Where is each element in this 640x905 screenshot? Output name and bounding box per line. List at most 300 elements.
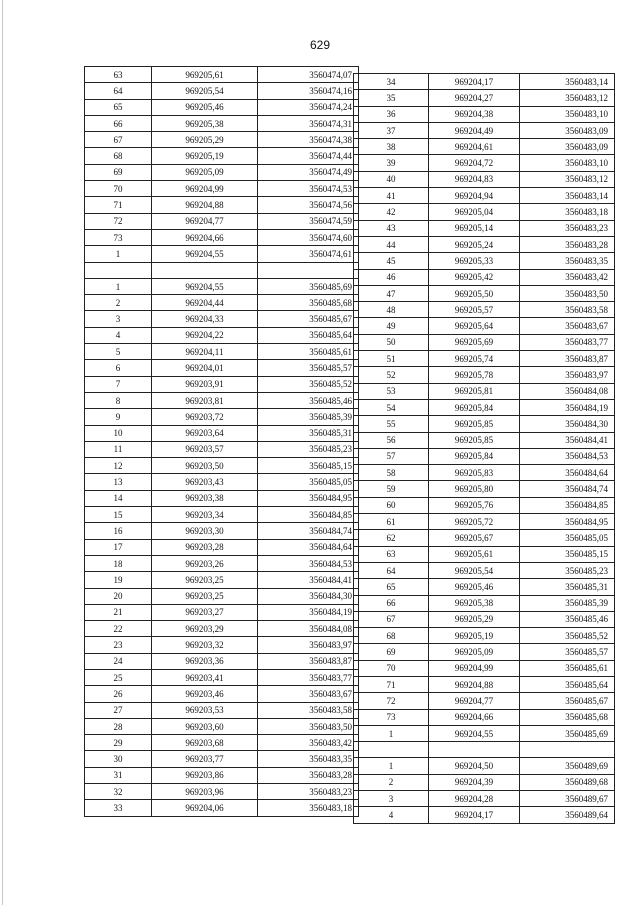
x-coordinate-cell	[429, 742, 520, 758]
table-row	[354, 448, 615, 464]
x-coordinate-cell: 969203,86	[152, 767, 258, 783]
table-row	[354, 220, 615, 236]
point-number-cell: 36	[354, 106, 429, 122]
y-coordinate-cell: 3560484,19	[258, 604, 359, 620]
x-coordinate-cell: 969205,38	[152, 115, 258, 131]
y-coordinate-cell: 3560483,77	[520, 334, 615, 350]
x-coordinate-cell: 969204,17	[429, 74, 520, 90]
scan-edge-line	[2, 0, 3, 905]
point-number-cell: 3	[354, 791, 429, 807]
x-coordinate-cell: 969204,39	[429, 774, 520, 790]
x-coordinate-cell: 969205,80	[429, 481, 520, 497]
x-coordinate-cell: 969205,83	[429, 465, 520, 481]
x-coordinate-cell: 969203,28	[152, 539, 258, 555]
point-number-cell: 13	[85, 474, 152, 490]
x-coordinate-cell: 969205,24	[429, 236, 520, 252]
y-coordinate-cell: 3560484,53	[520, 448, 615, 464]
table-row	[85, 718, 359, 734]
y-coordinate-cell: 3560485,67	[258, 311, 359, 327]
y-coordinate-cell: 3560485,68	[520, 709, 615, 725]
point-number-cell: 32	[85, 784, 152, 800]
y-coordinate-cell: 3560484,74	[258, 523, 359, 539]
table-row	[85, 653, 359, 669]
y-coordinate-cell: 3560484,85	[520, 497, 615, 513]
table-row	[354, 318, 615, 334]
table-row	[85, 621, 359, 637]
table-row	[85, 441, 359, 457]
x-coordinate-cell: 969205,84	[429, 448, 520, 464]
x-coordinate-cell: 969205,19	[152, 148, 258, 164]
point-number-cell: 67	[85, 132, 152, 148]
y-coordinate-cell: 3560483,12	[520, 171, 615, 187]
x-coordinate-cell: 969203,25	[152, 588, 258, 604]
point-number-cell: 67	[354, 611, 429, 627]
y-coordinate-cell: 3560485,52	[258, 376, 359, 392]
table-row	[85, 327, 359, 343]
table-row	[85, 409, 359, 425]
y-coordinate-cell: 3560483,23	[258, 784, 359, 800]
x-coordinate-cell: 969205,54	[429, 562, 520, 578]
table-row	[354, 481, 615, 497]
point-number-cell: 68	[85, 148, 152, 164]
table-row	[354, 595, 615, 611]
x-coordinate-cell: 969203,30	[152, 523, 258, 539]
table-row	[85, 148, 359, 164]
point-number-cell: 14	[85, 490, 152, 506]
x-coordinate-cell: 969204,11	[152, 344, 258, 360]
y-coordinate-cell: 3560484,95	[258, 490, 359, 506]
table-row	[85, 360, 359, 376]
point-number-cell: 62	[354, 530, 429, 546]
y-coordinate-cell: 3560483,10	[520, 155, 615, 171]
point-number-cell: 20	[85, 588, 152, 604]
point-number-cell: 17	[85, 539, 152, 555]
point-number-cell: 69	[354, 644, 429, 660]
y-coordinate-cell: 3560483,28	[520, 236, 615, 252]
table-row	[354, 432, 615, 448]
x-coordinate-cell: 969203,25	[152, 572, 258, 588]
x-coordinate-cell: 969204,38	[429, 106, 520, 122]
point-number-cell	[354, 742, 429, 758]
table-row	[354, 236, 615, 252]
table-row	[354, 628, 615, 644]
point-number-cell: 58	[354, 465, 429, 481]
point-number-cell: 2	[85, 295, 152, 311]
point-number-cell: 38	[354, 139, 429, 155]
y-coordinate-cell: 3560485,05	[258, 474, 359, 490]
x-coordinate-cell: 969203,34	[152, 507, 258, 523]
y-coordinate-cell: 3560484,64	[520, 465, 615, 481]
y-coordinate-cell: 3560474,07	[258, 67, 359, 83]
point-number-cell: 3	[85, 311, 152, 327]
point-number-cell: 71	[354, 676, 429, 692]
y-coordinate-cell: 3560484,95	[520, 514, 615, 530]
point-number-cell: 8	[85, 392, 152, 408]
y-coordinate-cell: 3560474,59	[258, 213, 359, 229]
y-coordinate-cell: 3560483,97	[520, 367, 615, 383]
x-coordinate-cell: 969205,46	[152, 99, 258, 115]
point-number-cell: 65	[354, 579, 429, 595]
point-number-cell: 34	[354, 74, 429, 90]
x-coordinate-cell: 969205,69	[429, 334, 520, 350]
x-coordinate-cell: 969204,28	[429, 791, 520, 807]
y-coordinate-cell: 3560485,52	[520, 628, 615, 644]
y-coordinate-cell: 3560489,67	[520, 791, 615, 807]
x-coordinate-cell: 969205,74	[429, 351, 520, 367]
x-coordinate-cell: 969204,94	[429, 188, 520, 204]
point-number-cell: 72	[85, 213, 152, 229]
table-row	[354, 139, 615, 155]
y-coordinate-cell: 3560489,69	[520, 758, 615, 774]
x-coordinate-cell: 969204,55	[152, 246, 258, 262]
point-number-cell: 30	[85, 751, 152, 767]
x-coordinate-cell: 969204,99	[429, 660, 520, 676]
coordinates-table-left	[84, 66, 359, 817]
table-row	[354, 90, 615, 106]
x-coordinate-cell: 969205,76	[429, 497, 520, 513]
table-row	[354, 579, 615, 595]
table-row	[85, 132, 359, 148]
table-row	[85, 555, 359, 571]
y-coordinate-cell: 3560483,10	[520, 106, 615, 122]
table-row	[85, 213, 359, 229]
point-number-cell: 63	[85, 67, 152, 83]
table-row	[354, 74, 615, 90]
point-number-cell: 45	[354, 253, 429, 269]
x-coordinate-cell: 969205,50	[429, 285, 520, 301]
x-coordinate-cell: 969204,77	[429, 693, 520, 709]
table-row	[354, 758, 615, 774]
point-number-cell: 7	[85, 376, 152, 392]
x-coordinate-cell: 969204,55	[152, 278, 258, 294]
y-coordinate-cell: 3560474,44	[258, 148, 359, 164]
point-number-cell: 57	[354, 448, 429, 464]
point-number-cell: 16	[85, 523, 152, 539]
x-coordinate-cell: 969204,22	[152, 327, 258, 343]
table-row	[85, 507, 359, 523]
table-row	[354, 416, 615, 432]
table-row	[354, 367, 615, 383]
table-row	[354, 302, 615, 318]
point-number-cell: 72	[354, 693, 429, 709]
y-coordinate-cell: 3560484,41	[520, 432, 615, 448]
point-number-cell: 68	[354, 628, 429, 644]
y-coordinate-cell	[258, 262, 359, 278]
point-number-cell: 27	[85, 702, 152, 718]
point-number-cell: 73	[354, 709, 429, 725]
table-row	[354, 106, 615, 122]
x-coordinate-cell: 969205,04	[429, 204, 520, 220]
table-row	[354, 807, 615, 823]
table-row	[85, 181, 359, 197]
y-coordinate-cell: 3560483,09	[520, 139, 615, 155]
table-row	[354, 122, 615, 138]
y-coordinate-cell: 3560483,67	[520, 318, 615, 334]
table-row	[85, 800, 359, 816]
point-number-cell: 69	[85, 164, 152, 180]
table-row	[85, 295, 359, 311]
x-coordinate-cell: 969203,46	[152, 686, 258, 702]
y-coordinate-cell: 3560483,77	[258, 669, 359, 685]
table-row	[354, 546, 615, 562]
point-number-cell: 23	[85, 637, 152, 653]
point-number-cell: 1	[354, 725, 429, 741]
table-row	[354, 791, 615, 807]
table-row	[354, 562, 615, 578]
point-number-cell: 61	[354, 514, 429, 530]
y-coordinate-cell: 3560483,50	[258, 718, 359, 734]
x-coordinate-cell: 969203,32	[152, 637, 258, 653]
y-coordinate-cell: 3560485,15	[258, 458, 359, 474]
point-number-cell: 52	[354, 367, 429, 383]
x-coordinate-cell: 969205,67	[429, 530, 520, 546]
point-number-cell	[85, 262, 152, 278]
table-row	[85, 164, 359, 180]
x-coordinate-cell: 969204,33	[152, 311, 258, 327]
x-coordinate-cell: 969205,64	[429, 318, 520, 334]
point-number-cell: 65	[85, 99, 152, 115]
point-number-cell: 56	[354, 432, 429, 448]
table-row	[85, 311, 359, 327]
y-coordinate-cell: 3560483,97	[258, 637, 359, 653]
point-number-cell: 70	[354, 660, 429, 676]
point-number-cell: 24	[85, 653, 152, 669]
table-row	[85, 246, 359, 262]
point-number-cell: 22	[85, 621, 152, 637]
x-coordinate-cell: 969205,33	[429, 253, 520, 269]
table-row	[85, 67, 359, 83]
table-row	[354, 383, 615, 399]
y-coordinate-cell: 3560483,35	[258, 751, 359, 767]
table-row	[85, 115, 359, 131]
point-number-cell: 31	[85, 767, 152, 783]
point-number-cell: 37	[354, 122, 429, 138]
table-row	[85, 702, 359, 718]
x-coordinate-cell: 969205,81	[429, 383, 520, 399]
point-number-cell: 51	[354, 351, 429, 367]
y-coordinate-cell: 3560483,87	[520, 351, 615, 367]
y-coordinate-cell: 3560485,68	[258, 295, 359, 311]
y-coordinate-cell: 3560485,15	[520, 546, 615, 562]
x-coordinate-cell: 969205,19	[429, 628, 520, 644]
point-number-cell: 42	[354, 204, 429, 220]
x-coordinate-cell: 969203,64	[152, 425, 258, 441]
x-coordinate-cell: 969205,61	[152, 67, 258, 83]
y-coordinate-cell: 3560485,23	[520, 562, 615, 578]
point-number-cell: 15	[85, 507, 152, 523]
y-coordinate-cell: 3560485,31	[258, 425, 359, 441]
x-coordinate-cell: 969205,84	[429, 399, 520, 415]
y-coordinate-cell: 3560483,58	[520, 302, 615, 318]
coordinates-table-right	[353, 73, 615, 824]
table-row	[354, 497, 615, 513]
point-number-cell: 12	[85, 458, 152, 474]
y-coordinate-cell: 3560483,42	[258, 735, 359, 751]
y-coordinate-cell: 3560483,18	[520, 204, 615, 220]
y-coordinate-cell: 3560485,46	[258, 392, 359, 408]
table-row	[354, 774, 615, 790]
table-row	[85, 392, 359, 408]
x-coordinate-cell: 969204,66	[152, 229, 258, 245]
point-number-cell: 63	[354, 546, 429, 562]
point-number-cell: 71	[85, 197, 152, 213]
point-number-cell: 1	[85, 278, 152, 294]
table-row	[85, 99, 359, 115]
table-row	[354, 676, 615, 692]
table-row	[85, 539, 359, 555]
point-number-cell: 47	[354, 285, 429, 301]
x-coordinate-cell: 969203,53	[152, 702, 258, 718]
x-coordinate-cell: 969203,60	[152, 718, 258, 734]
point-number-cell: 55	[354, 416, 429, 432]
y-coordinate-cell: 3560485,57	[520, 644, 615, 660]
x-coordinate-cell: 969204,88	[429, 676, 520, 692]
table-row	[85, 523, 359, 539]
table-row	[85, 669, 359, 685]
y-coordinate-cell: 3560474,31	[258, 115, 359, 131]
y-coordinate-cell: 3560485,05	[520, 530, 615, 546]
y-coordinate-cell: 3560485,31	[520, 579, 615, 595]
point-number-cell: 28	[85, 718, 152, 734]
x-coordinate-cell: 969203,91	[152, 376, 258, 392]
x-coordinate-cell: 969203,68	[152, 735, 258, 751]
x-coordinate-cell: 969204,06	[152, 800, 258, 816]
x-coordinate-cell: 969204,99	[152, 181, 258, 197]
table-row	[85, 751, 359, 767]
y-coordinate-cell: 3560483,28	[258, 767, 359, 783]
table-row	[354, 204, 615, 220]
y-coordinate-cell: 3560474,24	[258, 99, 359, 115]
point-number-cell: 60	[354, 497, 429, 513]
table-row	[85, 425, 359, 441]
point-number-cell: 41	[354, 188, 429, 204]
y-coordinate-cell: 3560483,14	[520, 188, 615, 204]
table-row	[354, 530, 615, 546]
y-coordinate-cell: 3560485,46	[520, 611, 615, 627]
table-row	[354, 188, 615, 204]
y-coordinate-cell: 3560483,50	[520, 285, 615, 301]
x-coordinate-cell: 969205,09	[429, 644, 520, 660]
table-row	[85, 474, 359, 490]
table-row	[354, 269, 615, 285]
y-coordinate-cell: 3560483,09	[520, 122, 615, 138]
point-number-cell: 46	[354, 269, 429, 285]
x-coordinate-cell: 969204,72	[429, 155, 520, 171]
point-number-cell: 9	[85, 409, 152, 425]
x-coordinate-cell: 969205,85	[429, 432, 520, 448]
point-number-cell: 53	[354, 383, 429, 399]
x-coordinate-cell: 969203,26	[152, 555, 258, 571]
x-coordinate-cell: 969203,41	[152, 669, 258, 685]
table-row	[85, 344, 359, 360]
y-coordinate-cell: 3560484,41	[258, 572, 359, 588]
y-coordinate-cell: 3560474,38	[258, 132, 359, 148]
x-coordinate-cell: 969204,83	[429, 171, 520, 187]
point-number-cell: 5	[85, 344, 152, 360]
point-number-cell: 59	[354, 481, 429, 497]
point-number-cell: 26	[85, 686, 152, 702]
y-coordinate-cell: 3560484,53	[258, 555, 359, 571]
table-row	[85, 262, 359, 278]
y-coordinate-cell: 3560489,68	[520, 774, 615, 790]
y-coordinate-cell: 3560483,12	[520, 90, 615, 106]
x-coordinate-cell: 969205,61	[429, 546, 520, 562]
table-row	[85, 735, 359, 751]
y-coordinate-cell: 3560484,64	[258, 539, 359, 555]
point-number-cell: 40	[354, 171, 429, 187]
y-coordinate-cell: 3560485,69	[520, 725, 615, 741]
y-coordinate-cell: 3560474,60	[258, 229, 359, 245]
page-number: 629	[309, 38, 331, 52]
y-coordinate-cell: 3560484,74	[520, 481, 615, 497]
y-coordinate-cell	[520, 742, 615, 758]
x-coordinate-cell: 969203,36	[152, 653, 258, 669]
x-coordinate-cell: 969203,57	[152, 441, 258, 457]
point-number-cell: 43	[354, 220, 429, 236]
x-coordinate-cell: 969204,50	[429, 758, 520, 774]
point-number-cell: 35	[354, 90, 429, 106]
table-row	[85, 767, 359, 783]
y-coordinate-cell: 3560485,39	[520, 595, 615, 611]
x-coordinate-cell: 969205,29	[429, 611, 520, 627]
y-coordinate-cell: 3560483,87	[258, 653, 359, 669]
point-number-cell: 33	[85, 800, 152, 816]
x-coordinate-cell: 969203,77	[152, 751, 258, 767]
x-coordinate-cell: 969204,88	[152, 197, 258, 213]
x-coordinate-cell: 969204,49	[429, 122, 520, 138]
y-coordinate-cell: 3560483,35	[520, 253, 615, 269]
table-row	[85, 83, 359, 99]
x-coordinate-cell: 969203,81	[152, 392, 258, 408]
table-row	[354, 285, 615, 301]
table-row	[354, 253, 615, 269]
point-number-cell: 49	[354, 318, 429, 334]
table-row	[85, 278, 359, 294]
x-coordinate-cell: 969205,78	[429, 367, 520, 383]
point-number-cell: 66	[354, 595, 429, 611]
y-coordinate-cell: 3560483,42	[520, 269, 615, 285]
y-coordinate-cell: 3560484,08	[258, 621, 359, 637]
point-number-cell: 54	[354, 399, 429, 415]
table-row	[354, 693, 615, 709]
table-row	[85, 572, 359, 588]
point-number-cell: 4	[354, 807, 429, 823]
y-coordinate-cell: 3560484,85	[258, 507, 359, 523]
y-coordinate-cell: 3560474,56	[258, 197, 359, 213]
x-coordinate-cell: 969205,29	[152, 132, 258, 148]
x-coordinate-cell: 969203,29	[152, 621, 258, 637]
y-coordinate-cell: 3560483,58	[258, 702, 359, 718]
x-coordinate-cell: 969205,46	[429, 579, 520, 595]
x-coordinate-cell: 969203,72	[152, 409, 258, 425]
x-coordinate-cell: 969204,01	[152, 360, 258, 376]
y-coordinate-cell: 3560485,64	[520, 676, 615, 692]
x-coordinate-cell: 969204,66	[429, 709, 520, 725]
y-coordinate-cell: 3560485,61	[258, 344, 359, 360]
point-number-cell: 25	[85, 669, 152, 685]
y-coordinate-cell: 3560484,30	[258, 588, 359, 604]
y-coordinate-cell: 3560474,16	[258, 83, 359, 99]
y-coordinate-cell: 3560483,23	[520, 220, 615, 236]
x-coordinate-cell: 969204,77	[152, 213, 258, 229]
table-row	[354, 725, 615, 741]
x-coordinate-cell	[152, 262, 258, 278]
y-coordinate-cell: 3560485,39	[258, 409, 359, 425]
y-coordinate-cell: 3560484,08	[520, 383, 615, 399]
table-row	[354, 644, 615, 660]
y-coordinate-cell: 3560474,61	[258, 246, 359, 262]
table-row	[354, 351, 615, 367]
